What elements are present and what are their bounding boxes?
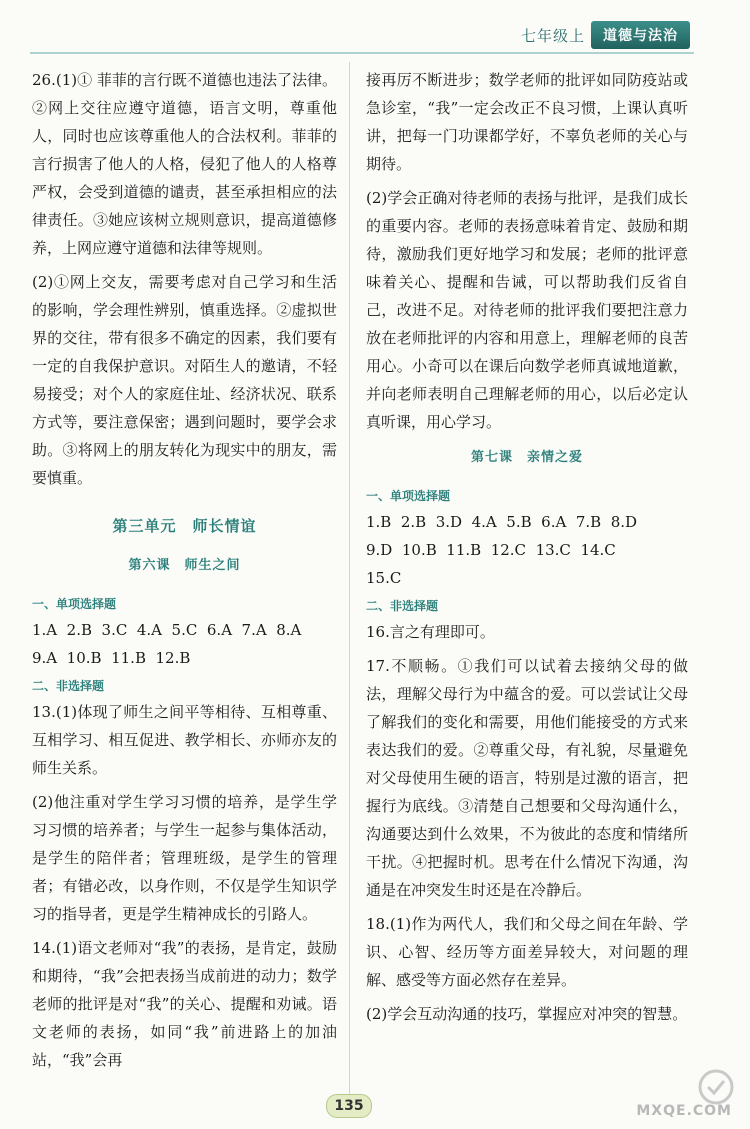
- grade-label: 七年级上: [520, 26, 585, 45]
- section-non-choice: 二、非选择题: [32, 679, 105, 693]
- q18-part2: (2)学会互动沟通的技巧，掌握应对冲突的智慧。: [366, 1005, 688, 1023]
- left-column: [32, 66, 337, 1074]
- header-rule: [30, 52, 694, 54]
- column-divider: [349, 62, 350, 1102]
- q17: 17.不顺畅。①我们可以试着去接纳父母的做法，理解父母行为中蕴含的爱。可以尝试让父母了解我们的变化和需要，用他们能接受的方式来表达我们的爱。②尊重父母，有礼貌，尽量避免对父母使用生硬的语言，特别是过激的语言，把握行为底线。③清楚自己想要和父母沟通什么，沟通要达到什么效果，不为彼此的态度和情绪所干扰。④把握时机。思考在什么情况下沟通，沟通是在冲突发生时还是在冷静后。: [366, 657, 688, 899]
- q26-part2: (2)①网上交友，需要考虑对自己学习和生活的影响，学会理性辨别，慎重选择。②虚拟世界的交往，带有很多不确定的因素，我们要有一定的自我保护意识。对陌生人的邀请，不轻易接受；对个人的家庭住址、经济状况、联系方式等，要注意保密；遇到问题时，要学会求助。③将网上的朋友转化为现实中的朋友，需要慎重。: [32, 273, 337, 487]
- answer-row: 1.B 2.B 3.D 4.A 5.B 6.A 7.B 8.D: [366, 513, 638, 531]
- section-non-choice: 二、非选择题: [366, 599, 439, 613]
- q13-part2: (2)他注重对学生学习习惯的培养，是学生学习习惯的培养者；与学生一起参与集体活动，是学生的陪伴者；管理班级，是学生的管理者；有错必改，以身作则，不仅是学生知识学习的指导者，更是学生精神成长的引路人。: [32, 793, 337, 923]
- page-header: [521, 18, 690, 52]
- q16: 16.言之有理即可。: [366, 623, 495, 641]
- q13-part1: 13.(1)体现了师生之间平等相待、互相尊重、互相学习、相互促进、教学相长、亦师亦友的师生关系。: [32, 703, 337, 777]
- page-number: 135: [326, 1094, 372, 1118]
- q26-part1: 26.(1)① 菲菲的言行既不道德也违法了法律。②网上交往应遵守道德，语言文明，尊重他人，同时也应该尊重他人的合法权利。菲菲的言行损害了他人的人格，侵犯了他人的人格尊严权，会受到道德的谴责，甚至承担相应的法律责任。③她应该树立规则意识，提高道德修养，上网应遵守道德和法律等规则。: [32, 71, 337, 257]
- q14-continuation: 接再厉不断进步；数学老师的批评如同防疫站或急诊室，“我”一定会改正不良习惯，上课认真听讲，把每一门功课都学好，不辜负老师的关心与期待。: [366, 71, 688, 173]
- watermark-text: MXQE.COM: [636, 1103, 732, 1119]
- q14-part1: 14.(1)语文老师对“我”的表扬，是肯定，鼓励和期待，“我”会把表扬当成前进的动力；数学老师的批评是对“我”的关心、提醒和劝诫。语文老师的表扬，如同“我”前进路上的加油站，“我”会再: [32, 939, 337, 1069]
- section-single-choice: 一、单项选择题: [366, 489, 451, 503]
- watermark-logo: [620, 1065, 740, 1125]
- lesson6-title: 第六课 师生之间: [128, 558, 241, 573]
- section-single-choice: 一、单项选择题: [32, 597, 117, 611]
- unit-title: 第三单元 师长情谊: [112, 517, 257, 535]
- answer-row: 15.C: [366, 569, 402, 587]
- answer-row: 9.D 10.B 11.B 12.C 13.C 14.C: [366, 541, 616, 559]
- subject-badge: 道德与法治: [591, 21, 690, 49]
- q14-part2: (2)学会正确对待老师的表扬与批评，是我们成长的重要内容。老师的表扬意味着肯定、鼓励和期待，激励我们更好地学习和发展；老师的批评意味着关心、提醒和告诫，可以帮助我们反省自己，改进不足。对待老师的批评我们要把注意力放在老师批评的内容和用意上，理解老师的良苦用心。小奇可以在课后向数学老师真诚地道歉，并向老师表明自己理解老师的用心，以后必定认真听课，用心学习。: [366, 189, 688, 431]
- lesson7-title: 第七课 亲情之爱: [470, 450, 583, 465]
- answer-row: 1.A 2.B 3.C 4.A 5.C 6.A 7.A 8.A: [32, 621, 302, 639]
- answer-row: 9.A 10.B 11.B 12.B: [32, 649, 191, 667]
- q18-part1: 18.(1)作为两代人，我们和父母之间在年龄、学识、心智、经历等方面差异较大，对问题的理解、感受等方面必然存在差异。: [366, 915, 688, 989]
- right-column: [366, 66, 688, 1028]
